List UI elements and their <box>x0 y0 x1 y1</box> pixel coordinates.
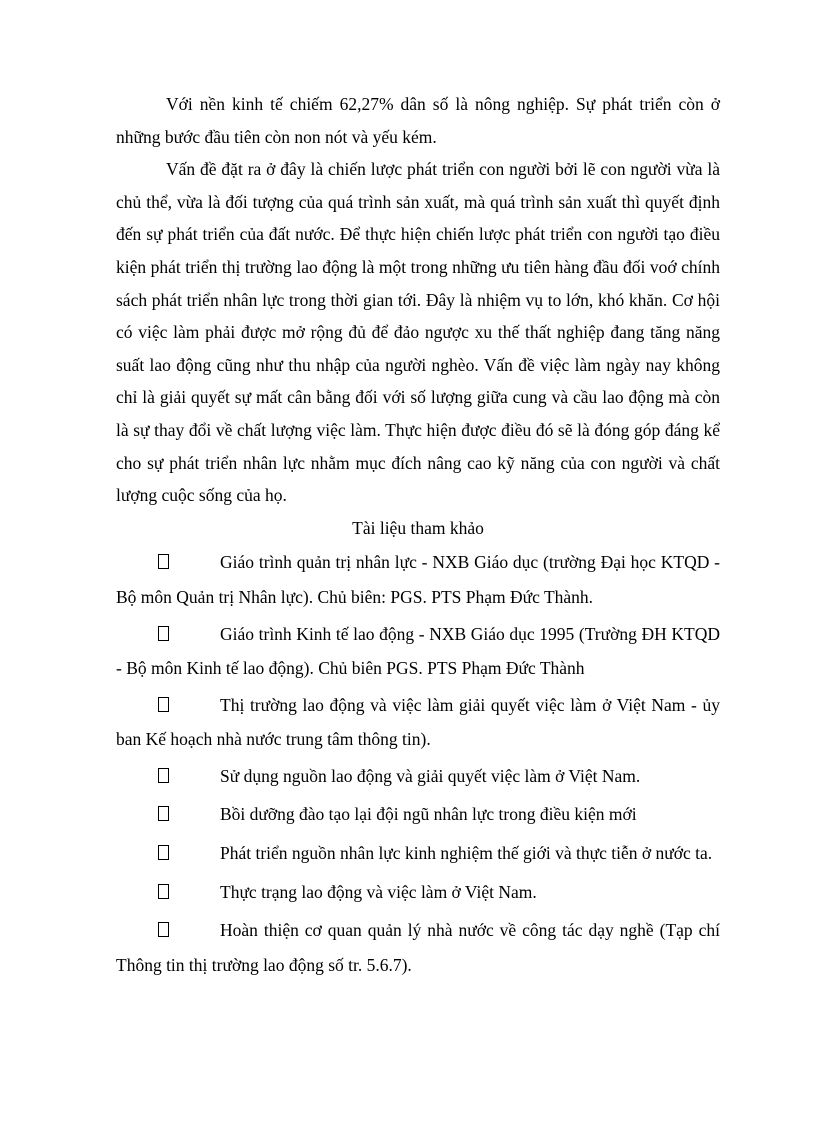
bullet-box-icon <box>116 916 208 949</box>
reference-item: Sử dụng nguồn lao động và giải quyết việc làm ở Việt Nam. <box>116 760 720 795</box>
references-heading: Tài liệu tham khảo <box>352 517 484 538</box>
bullet-box-icon <box>116 800 208 833</box>
bullet-box-icon <box>116 878 208 911</box>
reference-item: Thị trường lao động và việc làm giải quyết việc làm ở Việt Nam - ủy ban Kế hoạch nhà nước trung tâm thông tin). <box>116 689 720 756</box>
bullet-box-icon <box>116 839 208 872</box>
references-list <box>116 546 720 981</box>
bullet-box-icon <box>116 620 208 653</box>
document-page <box>116 88 720 981</box>
bullet-box-icon <box>116 548 208 581</box>
body-paragraph-1: Với nền kinh tế chiếm 62,27% dân số là nông nghiệp. Sự phát triển còn ở những bước đầu tiên còn non nót và yếu kém. <box>116 94 720 147</box>
reference-item: Phát triển nguồn nhân lực kinh nghiệm thế giới và thực tiễn ở nước ta. <box>116 837 720 872</box>
reference-item: Giáo trình quản trị nhân lực - NXB Giáo dục (trường Đại học KTQD - Bộ môn Quản trị Nhân lực). Chủ biên: PGS. PTS Phạm Đức Thành. <box>116 546 720 613</box>
reference-item: Hoàn thiện cơ quan quản lý nhà nước về công tác dạy nghề (Tạp chí Thông tin thị trường lao động số tr. 5.6.7). <box>116 914 720 981</box>
bullet-box-icon <box>116 762 208 795</box>
reference-item: Thực trạng lao động và việc làm ở Việt Nam. <box>116 876 720 911</box>
bullet-box-icon <box>116 691 208 724</box>
body-paragraph-2: Vấn đề đặt ra ở đây là chiến lược phát triển con người bởi lẽ con người vừa là chủ thể, vừa là đối tượng của quá trình sản xuất, mà quá trình sản xuất thì quyết định đến sự phát triển của đất nước. Để thực hiện chiến lược phát triển con người tạo điều kiện phát triển thị trường lao động là một trong những ưu tiên hàng đầu đối voớ chính sách phát triển nhân lực trong thời gian tới. Đây là nhiệm vụ to lớn, khó khăn. Cơ hội có việc làm phải được mở rộng đủ để đảo ngược xu thế thất nghiệp đang tăng năng suất lao động cũng như thu nhập của người nghèo. Vấn đề việc làm ngày nay không chỉ là giải quyết sự mất cân bằng đối với số lượng giữa cung và cầu lao động mà còn là sự thay đổi về chất lượng việc làm. Thực hiện được điều đó sẽ là đóng góp đáng kể cho sự phát triển nhân lực nhằm mục đích nâng cao kỹ năng của con người và chất lượng cuộc sống của họ. <box>116 159 720 506</box>
reference-item: Bồi dưỡng đào tạo lại đội ngũ nhân lực trong điều kiện mới <box>116 798 720 833</box>
reference-item: Giáo trình Kinh tế lao động - NXB Giáo dục 1995 (Trường ĐH KTQD - Bộ môn Kinh tế lao động). Chủ biên PGS. PTS Phạm Đức Thành <box>116 618 720 685</box>
